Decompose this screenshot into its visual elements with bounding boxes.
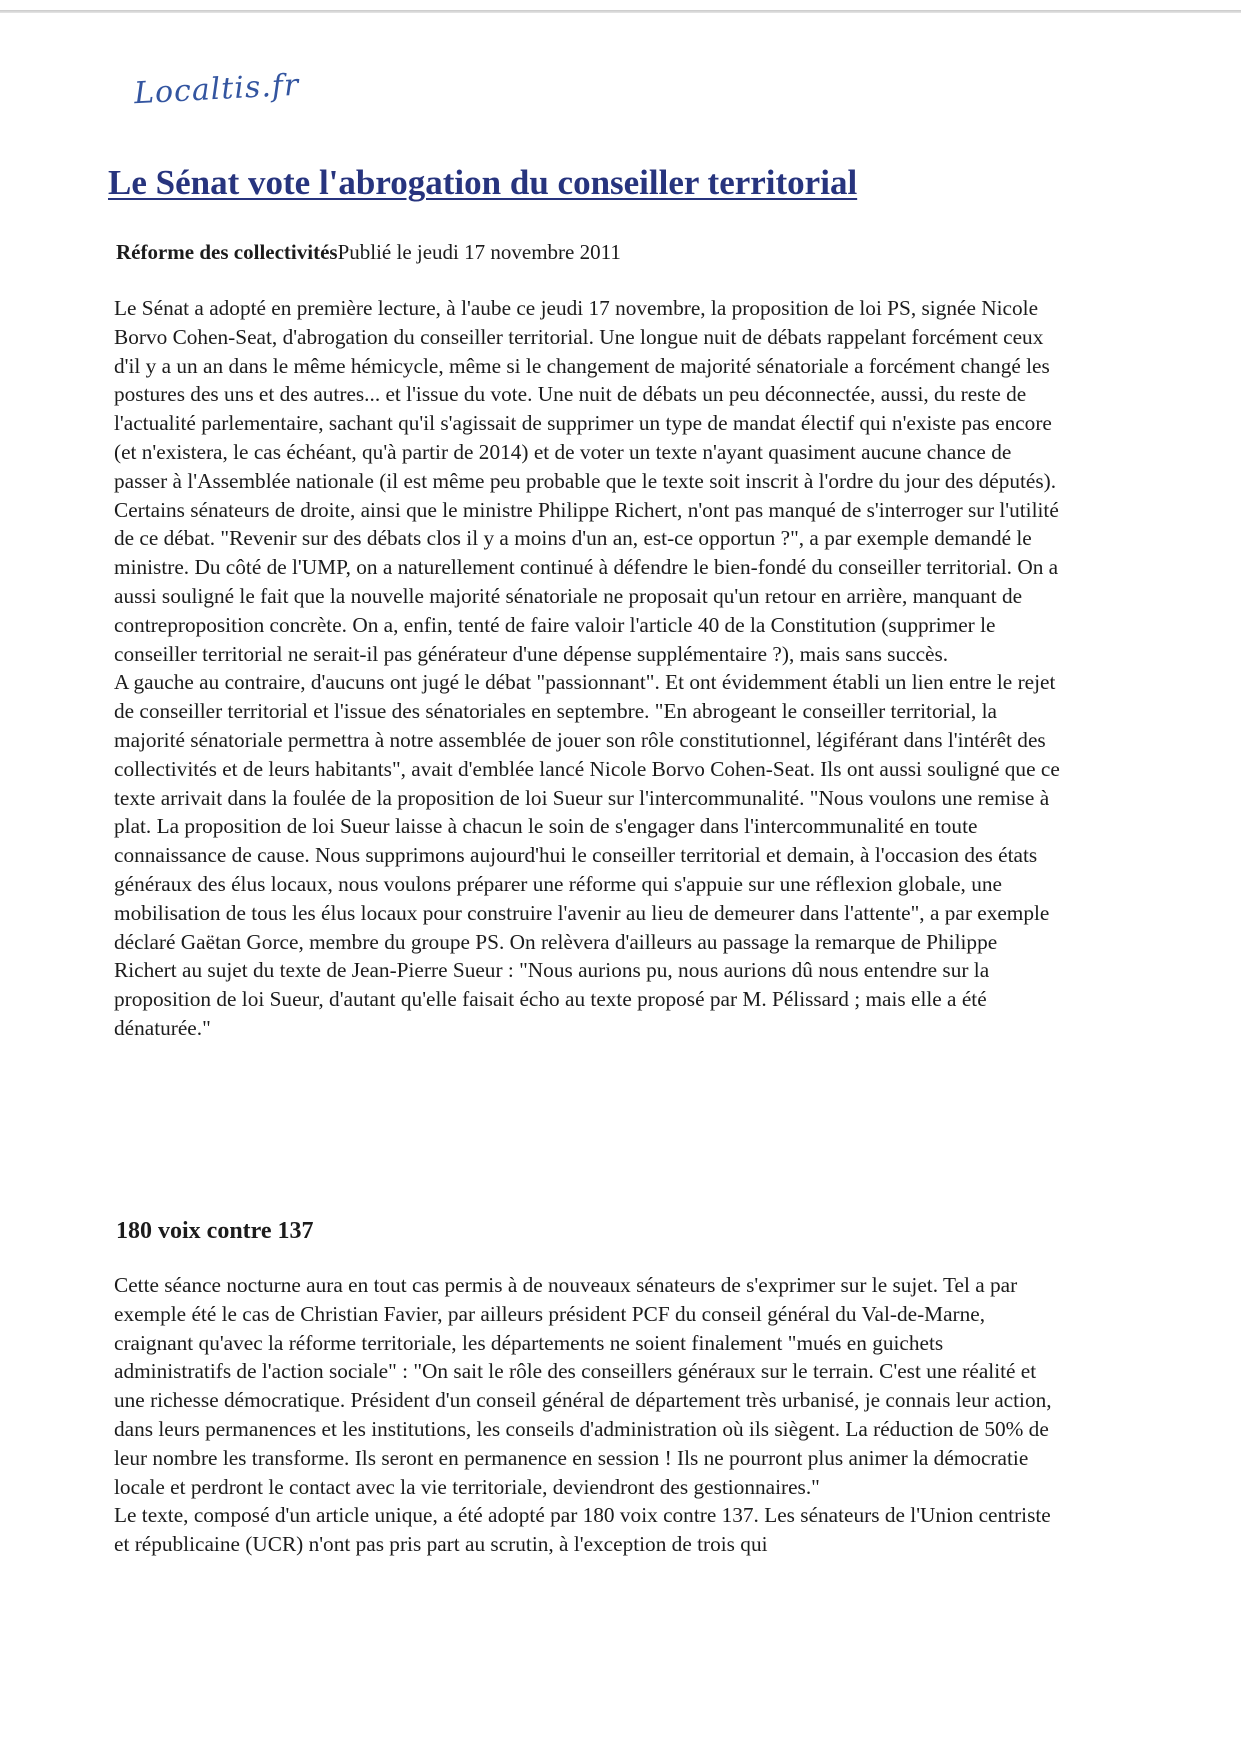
- publication-date: Publié le jeudi 17 novembre 2011: [337, 240, 621, 264]
- body-paragraph: Le Sénat a adopté en première lecture, à l'aube ce jeudi 17 novembre, la proposition de loi PS, signée Nicole Borvo Cohen-Seat, d'abrogation du conseiller territorial. Une longue nuit de débats rappelant forcément ceux d'il y a un an dans le même hémicycle, même si le changement de majorité sénatoriale a forcément changé les postures des uns et des autres... et l'issue du vote. Une nuit de débats un peu déconnectée, aussi, du reste de l'actualité parlementaire, sachant qu'il s'agissait de supprimer un type de mandat électif qui n'existe pas encore (et n'existera, le cas échéant, qu'à partir de 2014) et de voter un texte n'ayant quasiment aucune chance de passer à l'Assemblée nationale (il est même peu probable que le texte soit inscrit à l'ordre du jour des députés). Certains sénateurs de droite, ainsi que le ministre Philippe Richert, n'ont pas manqué de s'interroger sur l'utilité de ce débat. "Revenir sur des débats clos il y a moins d'un an, est-ce opportun ?", a par exemple demandé le ministre. Du côté de l'UMP, on a naturellement continué à défendre le bien-fondé du conseiller territorial. On a aussi souligné le fait que la nouvelle majorité sénatoriale ne proposait qu'un retour en arrière, manquant de contreproposition concrète. On a, enfin, tenté de faire valoir l'article 40 de la Constitution (supprimer le conseiller territorial ne serait-il pas générateur d'une dépense supplémentaire ?), mais sans succès.: [114, 296, 1059, 666]
- body-paragraph: Le texte, composé d'un article unique, a été adopté par 180 voix contre 137. Les sénateurs de l'Union centriste et républicaine (UCR) n'ont pas pris part au scrutin, à l'exception de trois qui: [114, 1503, 1051, 1557]
- article-title: Le Sénat vote l'abrogation du conseiller territorial: [108, 163, 858, 202]
- section-subheading: 180 voix contre 137: [116, 1218, 314, 1244]
- scan-top-edge: [0, 10, 1241, 13]
- handwritten-annotation: Localtis.fr: [133, 67, 301, 112]
- article-rubric: Réforme des collectivités: [116, 240, 338, 264]
- body-paragraph: A gauche au contraire, d'aucuns ont jugé le débat "passionnant". Et ont évidemment établi un lien entre le rejet de conseiller territorial et l'issue des sénatoriales en septembre. "En abrogeant le conseiller territorial, la majorité sénatoriale permettra à notre assemblée de jouer son rôle constitutionnel, légiférant dans l'intérêt des collectivités et de leurs habitants", avait d'emblée lancé Nicole Borvo Cohen-Seat. Ils ont aussi souligné que ce texte arrivait dans la foulée de la proposition de loi Sueur sur l'intercommunalité. "Nous voulons une remise à plat. La proposition de loi Sueur laisse à chacun le soin de s'engager dans l'intercommunalité en toute connaissance de cause. Nous supprimons aujourd'hui le conseiller territorial et demain, à l'occasion des états généraux des élus locaux, nous voulons préparer une réforme qui s'appuie sur une réflexion globale, une mobilisation de tous les élus locaux pour construire l'avenir au lieu de demeurer dans l'attente", a par exemple déclaré Gaëtan Gorce, membre du groupe PS. On relèvera d'ailleurs au passage la remarque de Philippe Richert au sujet du texte de Jean-Pierre Sueur : "Nous aurions pu, nous aurions dû nous entendre sur la proposition de loi Sueur, d'autant qu'elle faisait écho au texte proposé par M. Pélissard ; mais elle a été dénaturée.": [114, 670, 1060, 1040]
- article-body-section-2: [114, 1271, 1064, 1559]
- article-meta: [116, 240, 621, 265]
- article-body-section-1: [114, 294, 1064, 1043]
- body-paragraph: Cette séance nocturne aura en tout cas permis à de nouveaux sénateurs de s'exprimer sur le sujet. Tel a par exemple été le cas de Christian Favier, par ailleurs président PCF du conseil général du Val-de-Marne, craignant qu'avec la réforme territoriale, les départements ne soient finalement "mués en guichets administratifs de l'action sociale" : "On sait le rôle des conseillers généraux sur le terrain. C'est une réalité et une richesse démocratique. Président d'un conseil général de département très urbanisé, je connais leur action, dans leurs permanences et les institutions, les conseils d'administration où ils siègent. La réduction de 50% de leur nombre les transforme. Ils seront en permanence en session ! Ils ne pourront plus animer la démocratie locale et perdront le contact avec la vie territoriale, deviendront des gestionnaires.": [114, 1273, 1052, 1499]
